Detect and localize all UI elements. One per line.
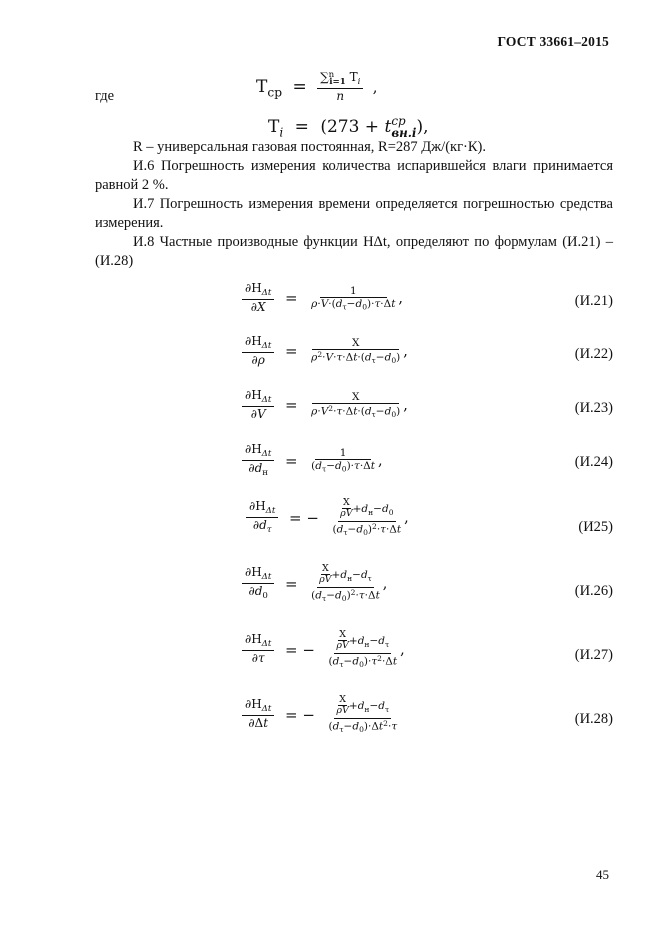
equation-i25: $\frac{\partial H_{\Delta t}}{\partial d_\tau}$ = − $\frac{X}{\rho V}$ $+d_н-d_0$ $(d_\tau-d_0)^2\cdot\tau\cdot\Delta t$ ,: [246, 498, 409, 538]
equation-i21: $\frac{\partial H_{\Delta t}}{\partial X}$ = $\frac{1}{\rho\cdot V\cdot(d_\tau-d_0)\cdot\tau\cdot\Delta t}$ ,: [242, 282, 403, 315]
paragraph-i7: И.7 Погрешность измерения времени определяется погрешностью средства измерения.: [95, 196, 613, 231]
equation-number-i25: (И25): [578, 519, 613, 535]
paragraph-i8: И.8 Частные производные функции HΔt, определяют по формулам (И.21) – (И.28): [95, 234, 613, 269]
equation-i28: $\frac{\partial H_{\Delta t}}{\partial\Delta t}$ = − $\frac{X}{\rho V}$ $+d_н-d_\tau$ $(d_\tau-d_0)\cdot\Delta t^2\cdot\tau$: [242, 695, 400, 735]
equation-number-i24: (И.24): [574, 454, 613, 470]
equation-number-i21: (И.21): [574, 293, 613, 309]
equation-i26: $\frac{\partial H_{\Delta t}}{\partial d_0}$ = $\frac{X}{\rho V}$ $+d_н-d_\tau$ $(d_\tau-d_0)^2\cdot\tau\cdot\Delta t$ ,: [242, 564, 387, 604]
equation-i27: $\frac{\partial H_{\Delta t}}{\partial\tau}$ = − $\frac{X}{\rho V}$ $+d_н-d_\tau$ $(d_\tau-d_0)\cdot\tau^2\cdot\Delta t$ ,: [242, 630, 405, 670]
equation-i24: $\frac{\partial H_{\Delta t}}{\partial d_н}$ = $\frac{1}{(d_\tau-d_0)\cdot\tau\cdot\Delta t}$ ,: [242, 443, 383, 479]
equation-i22: $\frac{\partial H_{\Delta t}}{\partial\rho}$ = $\frac{X}{\rho^2\cdot V\cdot\tau\cdot\Delta t\cdot(d_\tau-d_0)}$ ,: [242, 335, 408, 368]
page-number: 45: [596, 867, 609, 882]
equation-number-i23: (И.23): [574, 400, 613, 416]
equation-number-i28: (И.28): [574, 711, 613, 727]
equation-i23: $\frac{\partial H_{\Delta t}}{\partial V}$ = $\frac{X}{\rho\cdot V^2\cdot\tau\cdot\Delta t\cdot(d_\tau-d_0)}$ ,: [242, 389, 408, 422]
equation-number-i22: (И.22): [574, 346, 613, 362]
formula-tcp: $Т_{ср}$ = $\frac{\sum^n_{i=1} Т_i}{n}$ ,: [256, 70, 378, 103]
formula-ti: $Т_i = (273 + t$ ср вн.i ),: [268, 114, 429, 140]
paragraph-i6: И.6 Погрешность измерения количества испарившейся влаги принимается равной 2 %.: [95, 158, 613, 193]
paragraph-r-definition: R – универсальная газовая постоянная, R=287 Дж/(кг·К).: [133, 139, 486, 155]
equation-number-i27: (И.27): [574, 647, 613, 663]
document-header: ГОСТ 33661–2015: [497, 34, 609, 49]
equation-number-i26: (И.26): [574, 583, 613, 599]
where-word: где: [95, 88, 115, 104]
